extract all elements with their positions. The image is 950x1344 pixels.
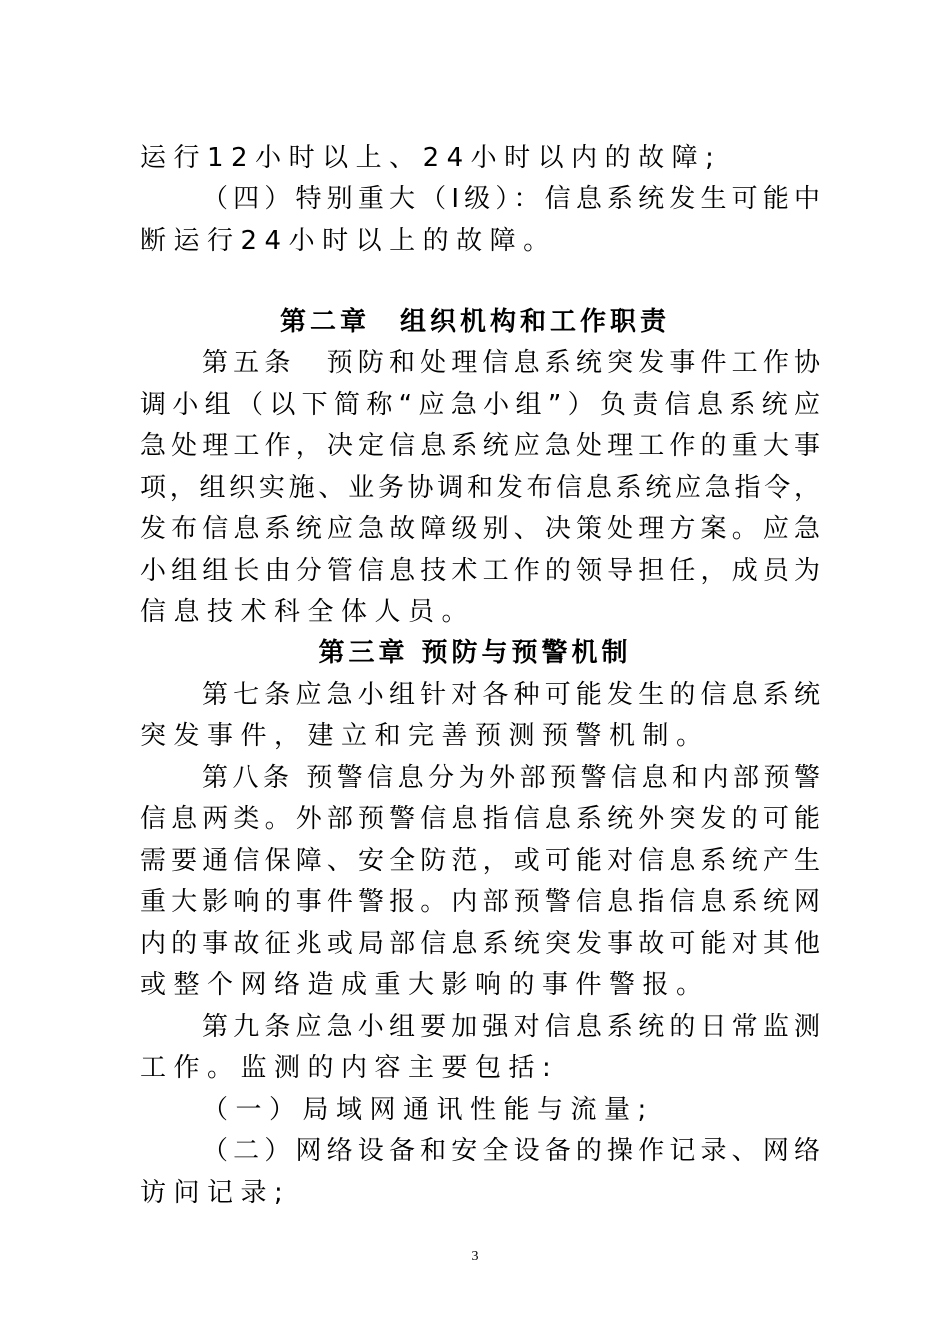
body-text-line: 第九条应急小组要加强对信息系统的日常监测 [202, 1012, 820, 1042]
body-text-line: 突发事件，建立和完善预测预警机制。 [140, 721, 710, 751]
body-text-line: 重大影响的事件警报。内部预警信息指信息系统网 [140, 887, 820, 917]
body-text-line: 或整个网络造成重大影响的事件警报。 [140, 970, 710, 1000]
chapter-heading: 第三章 预防与预警机制 [318, 638, 632, 668]
body-text-line: 工作。监测的内容主要包括: [140, 1053, 559, 1083]
page-number: 3 [471, 1249, 479, 1264]
body-text-line: 断运行24小时以上的故障。 [140, 226, 557, 256]
chapter-heading: 第二章 组织机构和工作职责 [279, 307, 670, 337]
body-text-line: 信息两类。外部预警信息指信息系统外突发的可能 [140, 804, 820, 834]
body-text-line: 急处理工作，决定信息系统应急处理工作的重大事 [140, 431, 820, 461]
body-text-line: 小组组长由分管信息技术工作的领导担任，成员为 [140, 556, 820, 586]
body-text-line: 第八条 预警信息分为外部预警信息和内部预警 [202, 763, 820, 793]
body-text-line: 项，组织实施、业务协调和发布信息系统应急指令， [140, 473, 820, 503]
body-text-line: （二）网络设备和安全设备的操作记录、网络 [202, 1136, 820, 1166]
body-text-line: 运行12小时以上、24小时以内的故障; [140, 143, 722, 173]
body-text-line: 发布信息系统应急故障级别、决策处理方案。应急 [140, 514, 820, 544]
body-text-line: （四）特别重大（I级）：信息系统发生可能中 [202, 184, 820, 214]
body-text-line: 内的事故征兆或局部信息系统突发事故可能对其他 [140, 929, 820, 959]
body-text-line: 信息技术科全体人员。 [140, 597, 476, 627]
body-text-line: 第五条 预防和处理信息系统突发事件工作协 [202, 348, 820, 378]
body-text-line: 访问记录; [140, 1178, 291, 1208]
body-text-line: 需要通信保障、安全防范，或可能对信息系统产生 [140, 846, 820, 876]
body-text-line: 第七条应急小组针对各种可能发生的信息系统 [202, 680, 820, 710]
body-text-line: 调小组（以下简称“应急小组”）负责信息系统应 [140, 390, 820, 420]
body-text-line: （一）局域网通讯性能与流量; [202, 1095, 654, 1125]
